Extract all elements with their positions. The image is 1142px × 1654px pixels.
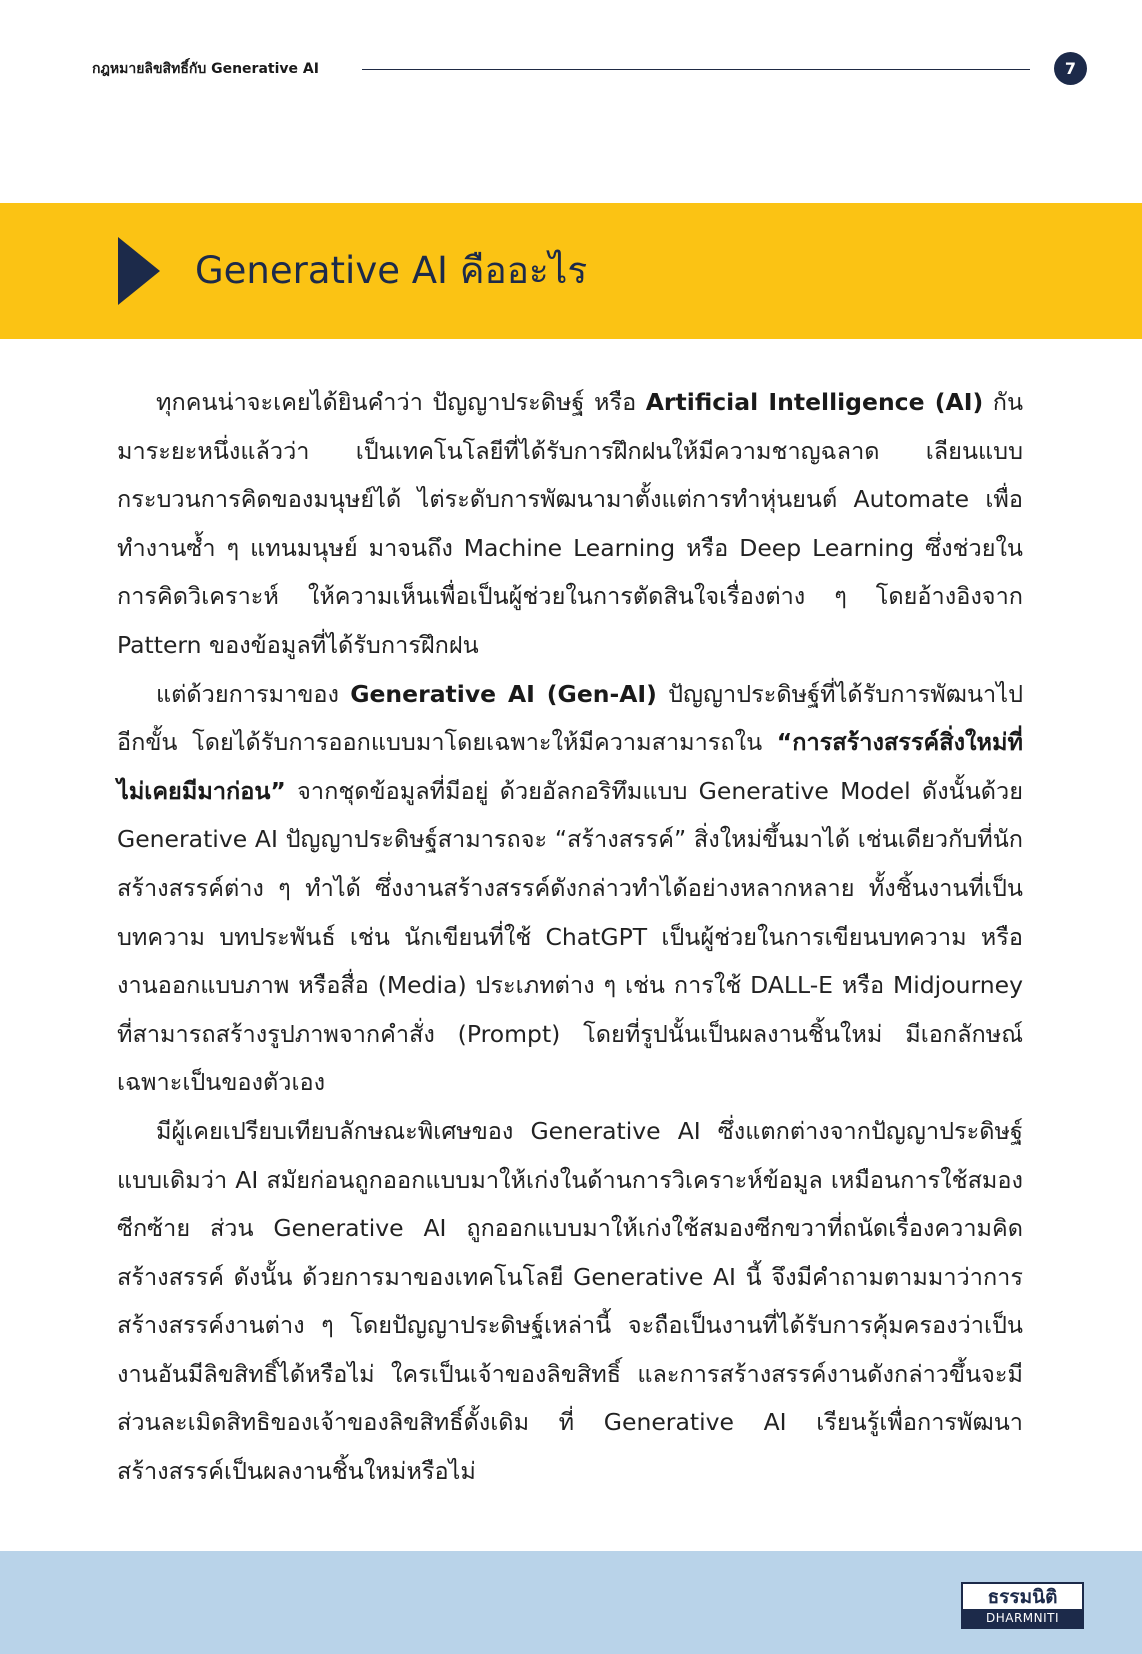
section-banner [0,203,1142,339]
paragraph-1-text-1: ทุกคนน่าจะเคยได้ยินคำว่า ปัญญาประดิษฐ์ หรือ [156,388,646,416]
paragraph-1-bold-term: Artificial Intelligence (AI) [645,388,984,416]
paragraph-1 [117,378,1023,670]
triangle-arrow-icon [118,237,160,305]
running-header [0,50,1142,90]
section-title: Generative AI คืออะไร [195,249,588,292]
paragraph-3-text-1: มีผู้เคยเปรียบเทียบลักษณะพิเศษของ Generative AI ซึ่งแตกต่างจากปัญญาประดิษฐ์แบบเดิมว่า AI สมัยก่อนถูกออกแบบมาให้เก่งในด้านการวิเคราะห์ข้อมูล เหมือนการใช้สมองซีกซ้าย ส่วน Generative AI ถูกออกแบบมาให้เก่งใช้สมองซีกขวาที่ถนัดเรื่องความคิดสร้างสรรค์ ดังนั้น ด้วยการมาของเทคโนโลยี Generative AI นี้ จึงมีคำถามตามมาว่าการสร้างสรรค์งานต่าง ๆ โดยปัญญาประดิษฐ์เหล่านี้ จะถือเป็นงานที่ได้รับการคุ้มครองว่าเป็นงานอันมีลิขสิทธิ์ได้หรือไม่ ใครเป็นเจ้าของลิขสิทธิ์ และการสร้างสรรค์งานดังกล่าวขึ้นจะมีส่วนละเมิดสิทธิของเจ้าของลิขสิทธิ์ดั้งเดิม ที่ Generative AI เรียนรู้เพื่อการพัฒนาสร้างสรรค์เป็นผลงานชิ้นใหม่หรือไม่ [117,1116,1023,1486]
paragraph-1-text-2: กันมาระยะหนึ่งแล้วว่า เป็นเทคโนโลยีที่ได้รับการฝึกฝนให้มีความชาญฉลาด เลียนแบบกระบวนการคิดของมนุษย์ได้ ไต่ระดับการพัฒนามาตั้งแต่การทำหุ่นยนต์ Automate เพื่อทำงานซ้ำ ๆ แทนมนุษย์ มาจนถึง Machine Learning หรือ Deep Learning ซึ่งช่วยในการคิดวิเคราะห์ ให้ความเห็นเพื่อเป็นผู้ช่วยในการตัดสินใจเรื่องต่าง ๆ โดยอ้างอิงจาก Pattern ของข้อมูลที่ได้รับการฝึกฝน [117,388,1024,659]
publisher-logo [961,1582,1084,1629]
paragraph-2-bold-term: Generative AI (Gen-AI) [350,679,657,708]
footer-band [0,1551,1142,1654]
paragraph-2-bold-quote: “การสร้างสรรค์สิ่งใหม่ที่ไม่เคยมีมาก่อน” [117,728,1023,805]
running-title: กฎหมายลิขสิทธิ์กับ Generative AI [92,61,319,77]
paragraph-2-text-2: ปัญญาประดิษฐ์ที่ได้รับการพัฒนาไปอีกขั้น โดยได้รับการออกแบบมาโดยเฉพาะให้มีความสามารถใน [117,679,1023,757]
paragraph-2 [117,670,1023,1107]
paragraph-2-text-3: จากชุดข้อมูลที่มีอยู่ ด้วยอัลกอริทึมแบบ Generative Model ดังนั้นด้วย Generative AI ปัญญาประดิษฐ์สามารถจะ “สร้างสรรค์” สิ่งใหม่ขึ้นมาได้ เช่นเดียวกับที่นักสร้างสรรค์ต่าง ๆ ทำได้ ซึ่งงานสร้างสรรค์ดังกล่าวทำได้อย่างหลากหลาย ทั้งชิ้นงานที่เป็นบทความ บทประพันธ์ เช่น นักเขียนที่ใช้ ChatGPT เป็นผู้ช่วยในการเขียนบทความ หรืองานออกแบบภาพ หรือสื่อ (Media) ประเภทต่าง ๆ เช่น การใช้ DALL-E หรือ Midjourney ที่สามารถสร้างรูปภาพจากคำสั่ง (Prompt) โดยที่รูปนั้นเป็นผลงานชิ้นใหม่ มีเอกลักษณ์เฉพาะเป็นของตัวเอง [117,776,1023,1097]
page-number-badge: 7 [1054,52,1087,85]
logo-latin-text: DHARMNITI [963,1609,1082,1627]
paragraph-2-text-1: แต่ด้วยการมาของ [156,679,351,708]
logo-thai-text: ธรรมนิติ [987,1586,1058,1608]
header-rule [362,69,1030,70]
body-text [117,378,1023,1496]
paragraph-3 [117,1107,1023,1496]
